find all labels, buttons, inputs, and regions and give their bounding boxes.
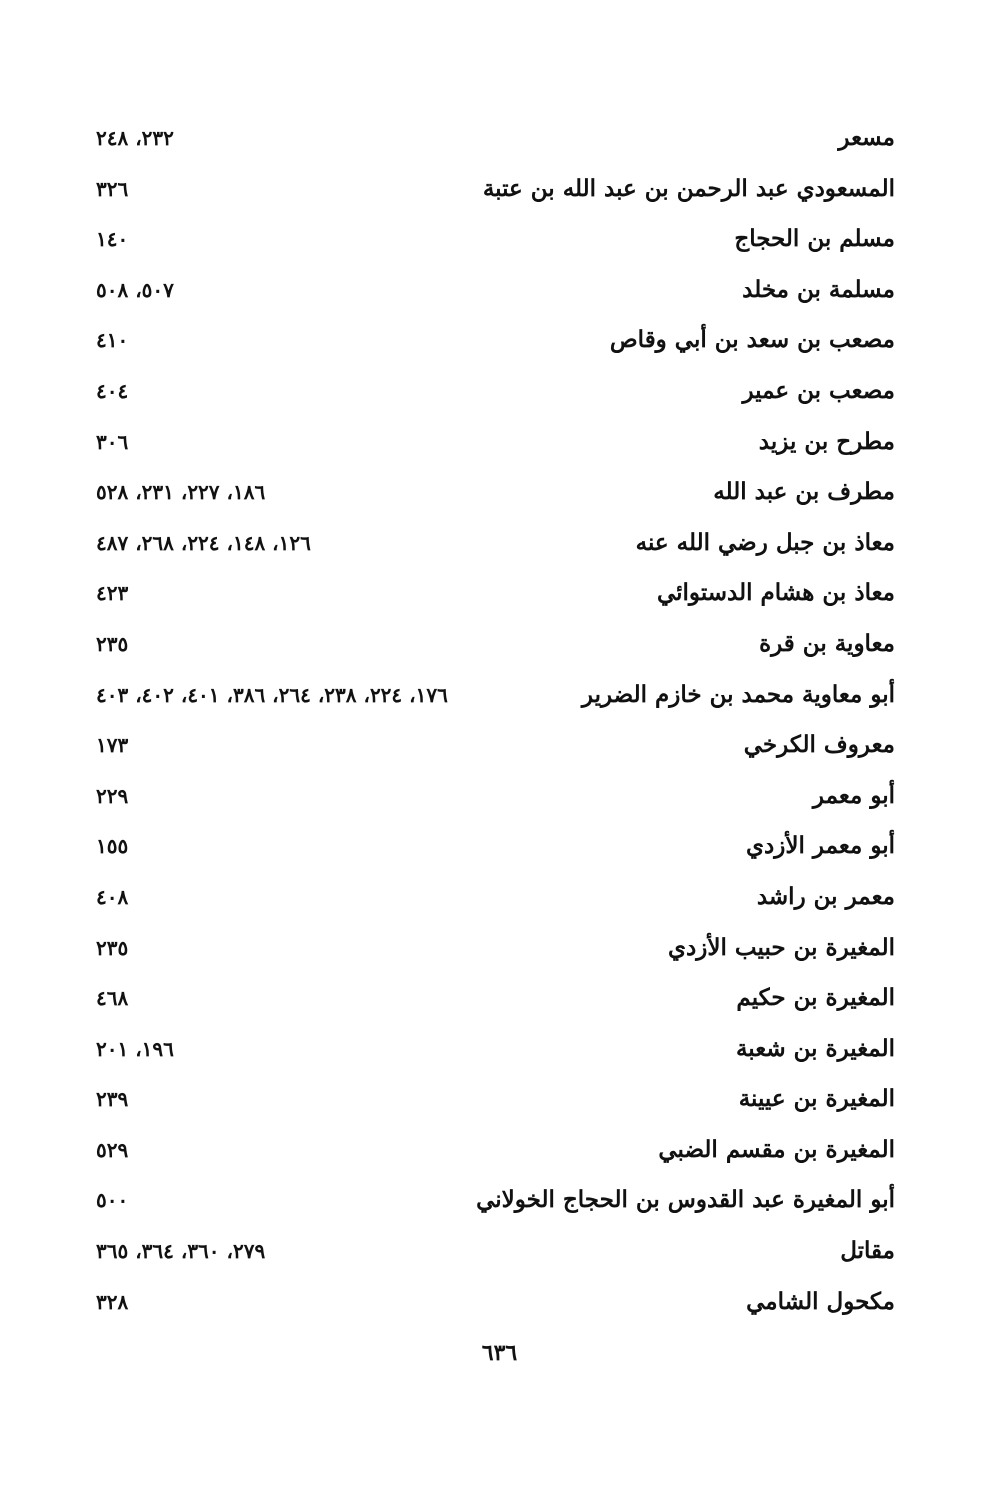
entry-name: أبو المغيرة عبد القدوس بن الحجاج الخولاني (476, 1186, 895, 1214)
index-entry (0, 973, 999, 1024)
entry-name: أبو معمر (812, 781, 895, 809)
entry-name: معروف الكرخي (743, 731, 895, 759)
index-entry (0, 821, 999, 872)
entry-page-refs: ٥٠٠ (96, 1188, 129, 1213)
entry-page-refs: ١٨٦، ٢٢٧، ٢٣١، ٥٢٨ (96, 480, 266, 505)
entry-name: مطرح بن يزيد (758, 427, 895, 455)
index-entry (0, 1074, 999, 1125)
entry-page-refs: ٢٣٥ (96, 631, 129, 656)
entry-name: أبو معاوية محمد بن خازم الضرير (581, 680, 895, 708)
entry-page-refs: ٥٢٩ (96, 1137, 129, 1162)
entry-name: مسعر (838, 124, 895, 151)
entry-name: المسعودي عبد الرحمن بن عبد الله بن عتبة (482, 174, 895, 202)
index-entry (0, 1024, 999, 1075)
index-entry (0, 1277, 999, 1328)
entry-page-refs: ٤٢٣ (96, 581, 129, 606)
page-number: ٦٣٦ (481, 1340, 518, 1366)
entry-page-refs: ١٥٥ (96, 834, 129, 859)
index-entry (0, 872, 999, 923)
entry-name: مسلم بن الحجاج (734, 225, 895, 253)
index-entry (0, 771, 999, 822)
index-entry (0, 1226, 999, 1277)
entry-page-refs: ٢٣٩ (96, 1087, 129, 1112)
entry-name: المغيرة بن حبيب الأزدي (668, 933, 895, 961)
entry-name: مصعب بن سعد بن أبي وقاص (609, 326, 895, 354)
entry-page-refs: ١٩٦، ٢٠١ (96, 1036, 174, 1061)
entry-name: مقاتل (840, 1237, 895, 1265)
entry-page-refs: ١٢٦، ١٤٨، ٢٢٤، ٢٦٨، ٤٨٧ (96, 530, 311, 555)
index-entry (0, 467, 999, 518)
entry-name: المغيرة بن شعبة (735, 1034, 895, 1062)
entry-name: معاذ بن هشام الدستوائي (656, 579, 895, 607)
index-entry (0, 923, 999, 974)
entry-name: مكحول الشامي (746, 1287, 895, 1315)
index-entry (0, 720, 999, 771)
index-entry (0, 1175, 999, 1226)
entry-page-refs: ٣٠٦ (96, 429, 129, 454)
entry-page-refs: ٢٣٢، ٢٤٨ (96, 126, 174, 150)
entry-page-refs: ١٤٠ (96, 227, 129, 252)
entry-name: المغيرة بن حكيم (736, 984, 895, 1012)
index-entry (0, 113, 999, 164)
index-entry (0, 1125, 999, 1176)
entry-name: أبو معمر الأزدي (746, 832, 895, 860)
index-entry (0, 670, 999, 721)
entry-name: مسلمة بن مخلد (742, 275, 895, 303)
entry-page-refs: ٢٣٥ (96, 935, 129, 960)
index-entry (0, 619, 999, 670)
name-index-list (0, 113, 999, 1327)
index-entry (0, 214, 999, 265)
entry-page-refs: ٤٦٨ (96, 986, 129, 1011)
entry-page-refs: ٣٢٦ (96, 176, 129, 201)
entry-name: معاذ بن جبل رضي الله عنه (635, 528, 895, 556)
entry-name: مطرف بن عبد الله (713, 478, 895, 506)
entry-name: معاوية بن قرة (759, 629, 895, 657)
entry-page-refs: ٥٠٧، ٥٠٨ (96, 277, 174, 302)
entry-page-refs: ٣٢٨ (96, 1289, 129, 1314)
index-entry (0, 366, 999, 417)
entry-page-refs: ٤١٠ (96, 328, 129, 353)
entry-page-refs: ٤٠٨ (96, 884, 129, 909)
entry-page-refs: ٤٠٤ (96, 378, 129, 403)
entry-page-refs: ٢٢٩ (96, 783, 129, 808)
index-entry (0, 164, 999, 215)
index-entry (0, 315, 999, 366)
entry-page-refs: ٢٧٩، ٣٦٠، ٣٦٤، ٣٦٥ (96, 1239, 266, 1264)
entry-page-refs: ١٧٦، ٢٢٤، ٢٣٨، ٢٦٤، ٣٨٦، ٤٠١، ٤٠٢، ٤٠٣ (96, 682, 448, 707)
entry-name: مصعب بن عمير (742, 376, 895, 404)
index-entry (0, 568, 999, 619)
entry-name: المغيرة بن عيينة (738, 1085, 895, 1113)
index-entry (0, 417, 999, 468)
entry-name: معمر بن راشد (756, 882, 895, 910)
index-entry (0, 265, 999, 316)
entry-page-refs: ١٧٣ (96, 733, 129, 758)
index-entry (0, 518, 999, 569)
entry-name: المغيرة بن مقسم الضبي (658, 1135, 895, 1163)
